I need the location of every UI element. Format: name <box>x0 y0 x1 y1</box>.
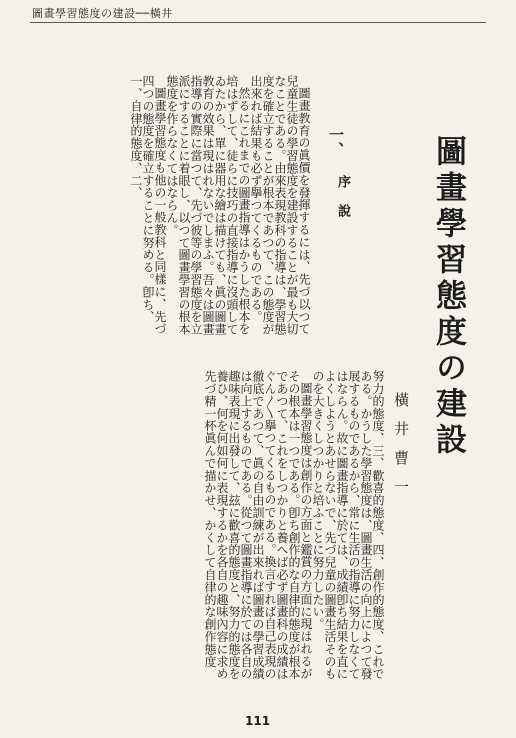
paragraph: 然るにこれまでの圖畫指導はかうした根本を培はずして、徒らに技巧の直接指導に沒頭してゐたから、單に器用な繪は描けても、眞の圖畫教育の效果は現はれないでしまふ。吾々は圖畫指導の實際に當つて、先づ彼等の學習態度を立派にすることに着眼し、以つて圖畫學習の根本態度を作らなくてはならん。 <box>165 75 251 336</box>
header-rule <box>30 22 486 23</box>
running-head: 圖畫學習態度の建設──橫井 <box>32 7 173 20</box>
page-number: 111 <box>245 714 271 728</box>
section-number: 一、 <box>327 127 345 157</box>
paragraph: 努力的態度、三、歡喜的態度、四、創作的態度、これである。かうした學習態度は、圖畫生活の向上によつて發展するものであるから、常に生活の指導に努力しなくてはならん。故に圖畫指導に於ては、成績卽ち結果を直によくしようとあせらないで、先づ兒童の圖畫生活そのものを大きくしつかりと培ふことに努力したい。 <box>311 370 385 680</box>
section-title: 序說 <box>335 175 350 233</box>
paragraph: 圖畫教育の眞價を發揮するには、先づ以つて兒童生徒の學習態度を建設することが最も大切なことである。由來表現教科の指導は、學習態度を確立することが根本であつて、この態度が出來れば結果も必ず擧つてくるものである。 <box>249 75 311 336</box>
upper-text-column <box>20 75 310 345</box>
author-name: 橫井曹一 <box>392 392 410 508</box>
paragraph: 圖畫學習態度は創作の方面と鑑賞の方面に現はれるがその根本は一つである。卽ち創作的な自律的態度が根本であつて、これをしつかりと養へば必ず圖畫科の成績はぐん〳〵擧つてくるものである。換言すれば自己表現の徹底であつて、眞の自由訓練が出來れば圖畫の學習成績は向上するものである。從つて圖畫指導に於ては各自の趣味表現に出發して、玆に歡喜的態度と、努力的態度を養ひ、何を何如何に表現するかを各自の趣味內容に求め先づ精一杯眞んで描かせ、かくして自律的な創作態度 <box>203 370 313 680</box>
article-title: 圖畫學習態度の建設 <box>430 135 466 459</box>
lower-text-column <box>32 370 384 690</box>
paragraph: 圖畫學習態度も他の一般教科と同樣に、先づ四つの態度を確立することに努める。卽ち、一、自律的態度、二、 <box>129 75 167 335</box>
